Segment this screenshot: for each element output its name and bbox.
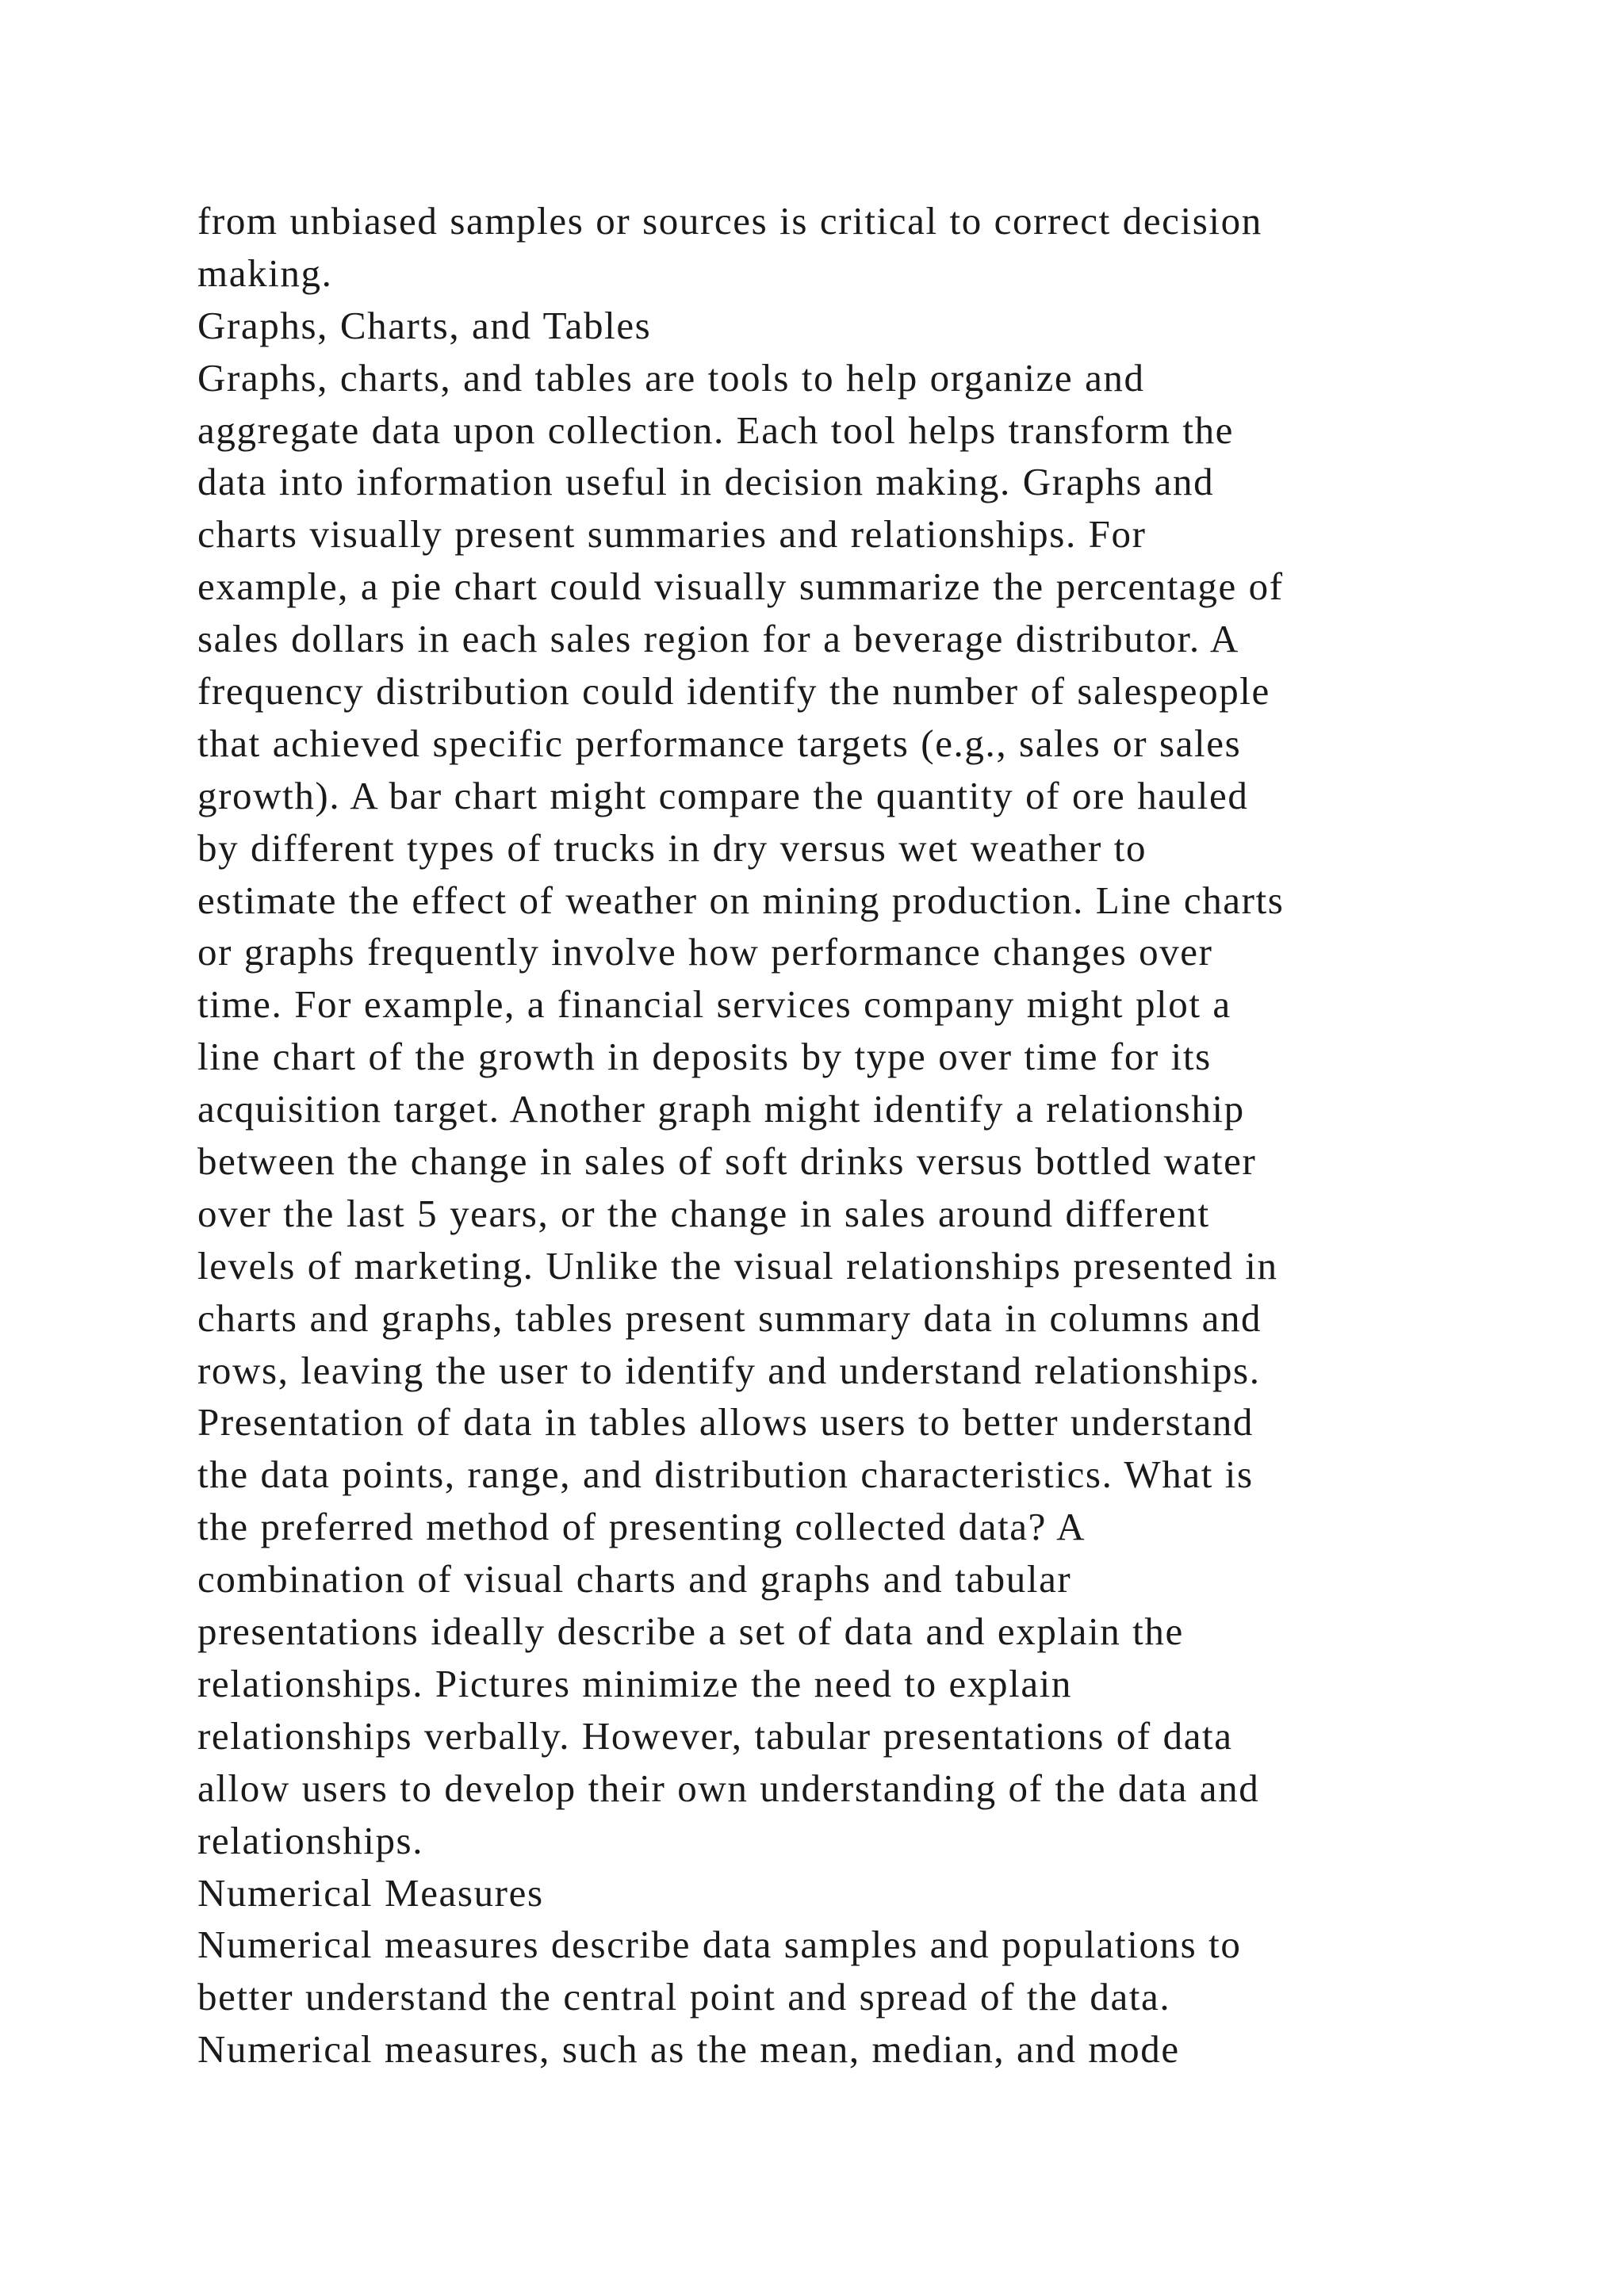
text-line: example, a pie chart could visually summarize the percentage of: [197, 564, 1284, 609]
document-body: [197, 195, 1498, 2076]
text-line: or graphs frequently involve how performance changes over: [197, 930, 1213, 974]
text-line: making.: [197, 251, 333, 295]
text-line: levels of marketing. Unlike the visual relationships presented in: [197, 1243, 1278, 1288]
text-line: Presentation of data in tables allows users to better understand: [197, 1400, 1254, 1445]
text-line: rows, leaving the user to identify and understand relationships.: [197, 1348, 1261, 1392]
text-line: over the last 5 years, or the change in sales around different: [197, 1191, 1210, 1235]
text-line: presentations ideally describe a set of data and explain the: [197, 1609, 1184, 1654]
text-line: Numerical measures, such as the mean, median, and mode: [197, 2027, 1180, 2072]
text-line: charts visually present summaries and relationships. For: [197, 512, 1147, 557]
text-line: acquisition target. Another graph might identify a relationship: [197, 1087, 1245, 1131]
text-line: frequency distribution could identify the number of salespeople: [197, 669, 1270, 714]
text-line: Graphs, charts, and tables are tools to help organize and: [197, 355, 1145, 400]
text-line: charts and graphs, tables present summary data in columns and: [197, 1295, 1262, 1340]
text-line: allow users to develop their own understanding of the data and: [197, 1766, 1260, 1810]
text-line: growth). A bar chart might compare the quantity of ore hauled: [197, 773, 1249, 817]
text-line: between the change in sales of soft drinks versus bottled water: [197, 1139, 1257, 1184]
text-line: data into information useful in decision making. Graphs and: [197, 460, 1215, 504]
text-line: Numerical measures describe data samples and populations to: [197, 1923, 1242, 1967]
section-heading: Graphs, Charts, and Tables: [197, 303, 652, 347]
text-line: by different types of trucks in dry versus wet weather to: [197, 825, 1147, 870]
text-line: relationships.: [197, 1818, 424, 1862]
text-line: aggregate data upon collection. Each tool helps transform the: [197, 408, 1235, 452]
text-line: relationships. Pictures minimize the need to explain: [197, 1661, 1072, 1705]
text-line: from unbiased samples or sources is critical to correct decision: [197, 199, 1262, 243]
text-line: estimate the effect of weather on mining production. Line charts: [197, 878, 1285, 922]
text-line: that achieved specific performance targets (e.g., sales or sales: [197, 721, 1242, 765]
text-line: better understand the central point and spread of the data.: [197, 1975, 1171, 2019]
text-line: sales dollars in each sales region for a beverage distributor. A: [197, 617, 1239, 661]
text-line: line chart of the growth in deposits by type over time for its: [197, 1035, 1212, 1079]
text-line: time. For example, a financial services company might plot a: [197, 982, 1231, 1027]
text-line: the data points, range, and distribution characteristics. What is: [197, 1452, 1254, 1497]
text-line: the preferred method of presenting collected data? A: [197, 1505, 1086, 1549]
text-line: relationships verbally. However, tabular presentations of data: [197, 1713, 1233, 1758]
section-heading: Numerical Measures: [197, 1870, 544, 1915]
text-line: combination of visual charts and graphs and tabular: [197, 1557, 1072, 1601]
